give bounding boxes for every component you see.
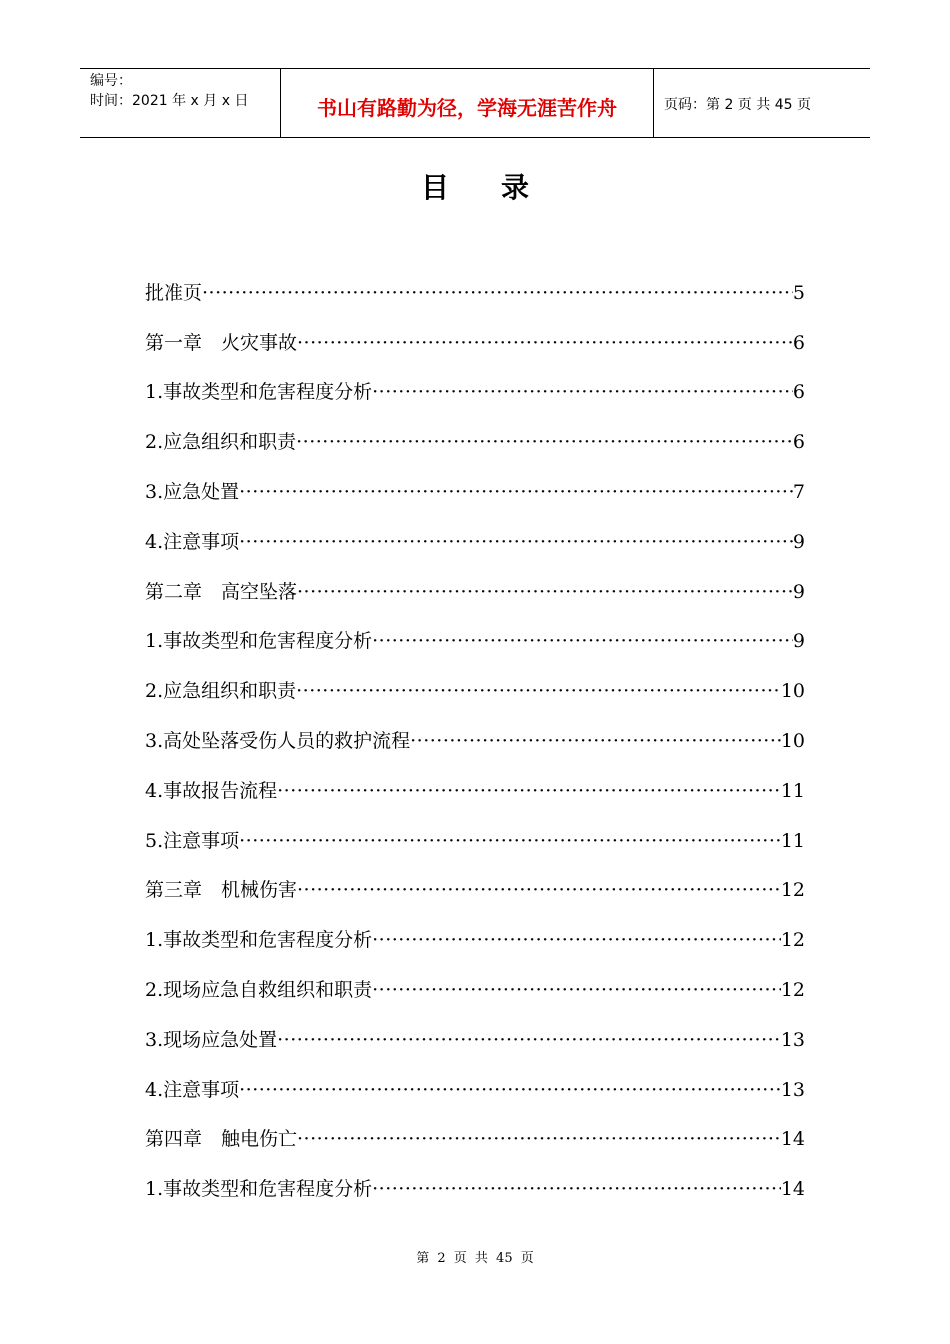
toc-entry-page: 11: [780, 779, 805, 802]
toc-entry[interactable]: [145, 1109, 805, 1159]
toc-entry[interactable]: [145, 810, 805, 860]
toc-entry[interactable]: [145, 511, 805, 561]
header-page-info: 页码：第 2 页 共 45 页: [664, 97, 811, 113]
toc-leader-dots: [297, 1120, 781, 1158]
toc-leader-dots: [277, 1021, 781, 1059]
toc-entry-page: 13: [780, 1028, 805, 1051]
toc-entry[interactable]: [145, 1009, 805, 1059]
toc-entry[interactable]: [145, 1059, 805, 1109]
toc-entry-label: 1.事故类型和危害程度分析: [145, 1178, 373, 1201]
toc-entry[interactable]: [145, 362, 805, 412]
toc-entry-page: 6: [792, 381, 805, 404]
toc-entry[interactable]: [145, 611, 805, 661]
toc-entry-label: 5.注意事项: [145, 829, 240, 852]
toc-leader-dots: [372, 971, 781, 1009]
toc-entry-page: 9: [792, 630, 805, 653]
toc-entry-label: 2.现场应急自救组织和职责: [145, 978, 373, 1001]
toc-leader-dots: [372, 921, 781, 959]
toc-entry-page: 11: [780, 829, 805, 852]
toc-entry[interactable]: [145, 561, 805, 611]
toc-entry-label: 3.高处坠落受伤人员的救护流程: [145, 729, 411, 752]
toc-leader-dots: [202, 274, 793, 312]
toc-leader-dots: [239, 523, 793, 561]
toc-entry-label: 第四章 触电伤亡: [145, 1128, 298, 1151]
toc-entry[interactable]: [145, 312, 805, 362]
toc-entry-page: 5: [792, 281, 805, 304]
toc-entry-page: 10: [780, 729, 805, 752]
toc-entry-label: 批准页: [145, 281, 203, 304]
toc-entry[interactable]: [145, 760, 805, 810]
toc-entry-page: 14: [780, 1128, 805, 1151]
toc-entry-page: 9: [792, 530, 805, 553]
toc-entry-label: 第一章 火灾事故: [145, 331, 298, 354]
toc-entry[interactable]: [145, 660, 805, 710]
toc-entry-page: 6: [792, 431, 805, 454]
toc-entry-page: 12: [780, 978, 805, 1001]
serial-number-label: 编号：: [90, 73, 132, 89]
toc-leader-dots: [297, 871, 781, 909]
page-header: [80, 68, 870, 138]
toc-entry-label: 第三章 机械伤害: [145, 879, 298, 902]
toc-entry-label: 3.应急处置: [145, 480, 240, 503]
toc-leader-dots: [239, 1071, 781, 1109]
toc-entry-page: 14: [780, 1178, 805, 1201]
toc-entry-label: 4.注意事项: [145, 1078, 240, 1101]
toc-leader-dots: [372, 622, 793, 660]
toc-leader-dots: [410, 722, 781, 760]
toc-leader-dots: [296, 423, 793, 461]
toc-leader-dots: [277, 772, 781, 810]
toc-leader-dots: [372, 373, 793, 411]
toc-entry-page: 10: [780, 680, 805, 703]
toc-entry-page: 12: [780, 879, 805, 902]
header-motto-cell: [281, 69, 654, 137]
toc-entry-label: 2.应急组织和职责: [145, 431, 297, 454]
toc-leader-dots: [239, 822, 781, 860]
date-text: 时间：2021 年 x 月 x 日: [90, 93, 249, 109]
toc-entry-label: 1.事故类型和危害程度分析: [145, 381, 373, 404]
page-footer: 第 2 页 共 45 页: [416, 1251, 534, 1266]
toc-entry-label: 4.注意事项: [145, 530, 240, 553]
toc-entry-label: 4.事故报告流程: [145, 779, 278, 802]
toc-entry-label: 1.事故类型和危害程度分析: [145, 929, 373, 952]
table-of-contents: [145, 262, 805, 1208]
header-motto: 书山有路勤为径，学海无涯苦作舟: [317, 95, 617, 120]
toc-entry[interactable]: [145, 860, 805, 910]
toc-entry[interactable]: [145, 710, 805, 760]
toc-entry[interactable]: [145, 411, 805, 461]
toc-entry-label: 3.现场应急处置: [145, 1028, 278, 1051]
toc-entry-page: 9: [792, 580, 805, 603]
toc-entry[interactable]: [145, 959, 805, 1009]
toc-entry-page: 12: [780, 929, 805, 952]
toc-entry-label: 2.应急组织和职责: [145, 680, 297, 703]
header-page-info-cell: [654, 69, 870, 137]
toc-leader-dots: [239, 473, 793, 511]
toc-entry[interactable]: [145, 262, 805, 312]
toc-entry[interactable]: [145, 1158, 805, 1208]
toc-entry-label: 第二章 高空坠落: [145, 580, 298, 603]
toc-entry-page: 6: [792, 331, 805, 354]
toc-entry[interactable]: [145, 461, 805, 511]
header-left-cell: [80, 69, 281, 137]
toc-leader-dots: [297, 573, 793, 611]
toc-entry-page: 7: [792, 480, 805, 503]
toc-entry-page: 13: [780, 1078, 805, 1101]
toc-leader-dots: [296, 672, 781, 710]
toc-leader-dots: [297, 324, 793, 362]
toc-entry-label: 1.事故类型和危害程度分析: [145, 630, 373, 653]
toc-entry[interactable]: [145, 909, 805, 959]
toc-title: 目录: [420, 171, 581, 204]
toc-leader-dots: [372, 1170, 781, 1208]
